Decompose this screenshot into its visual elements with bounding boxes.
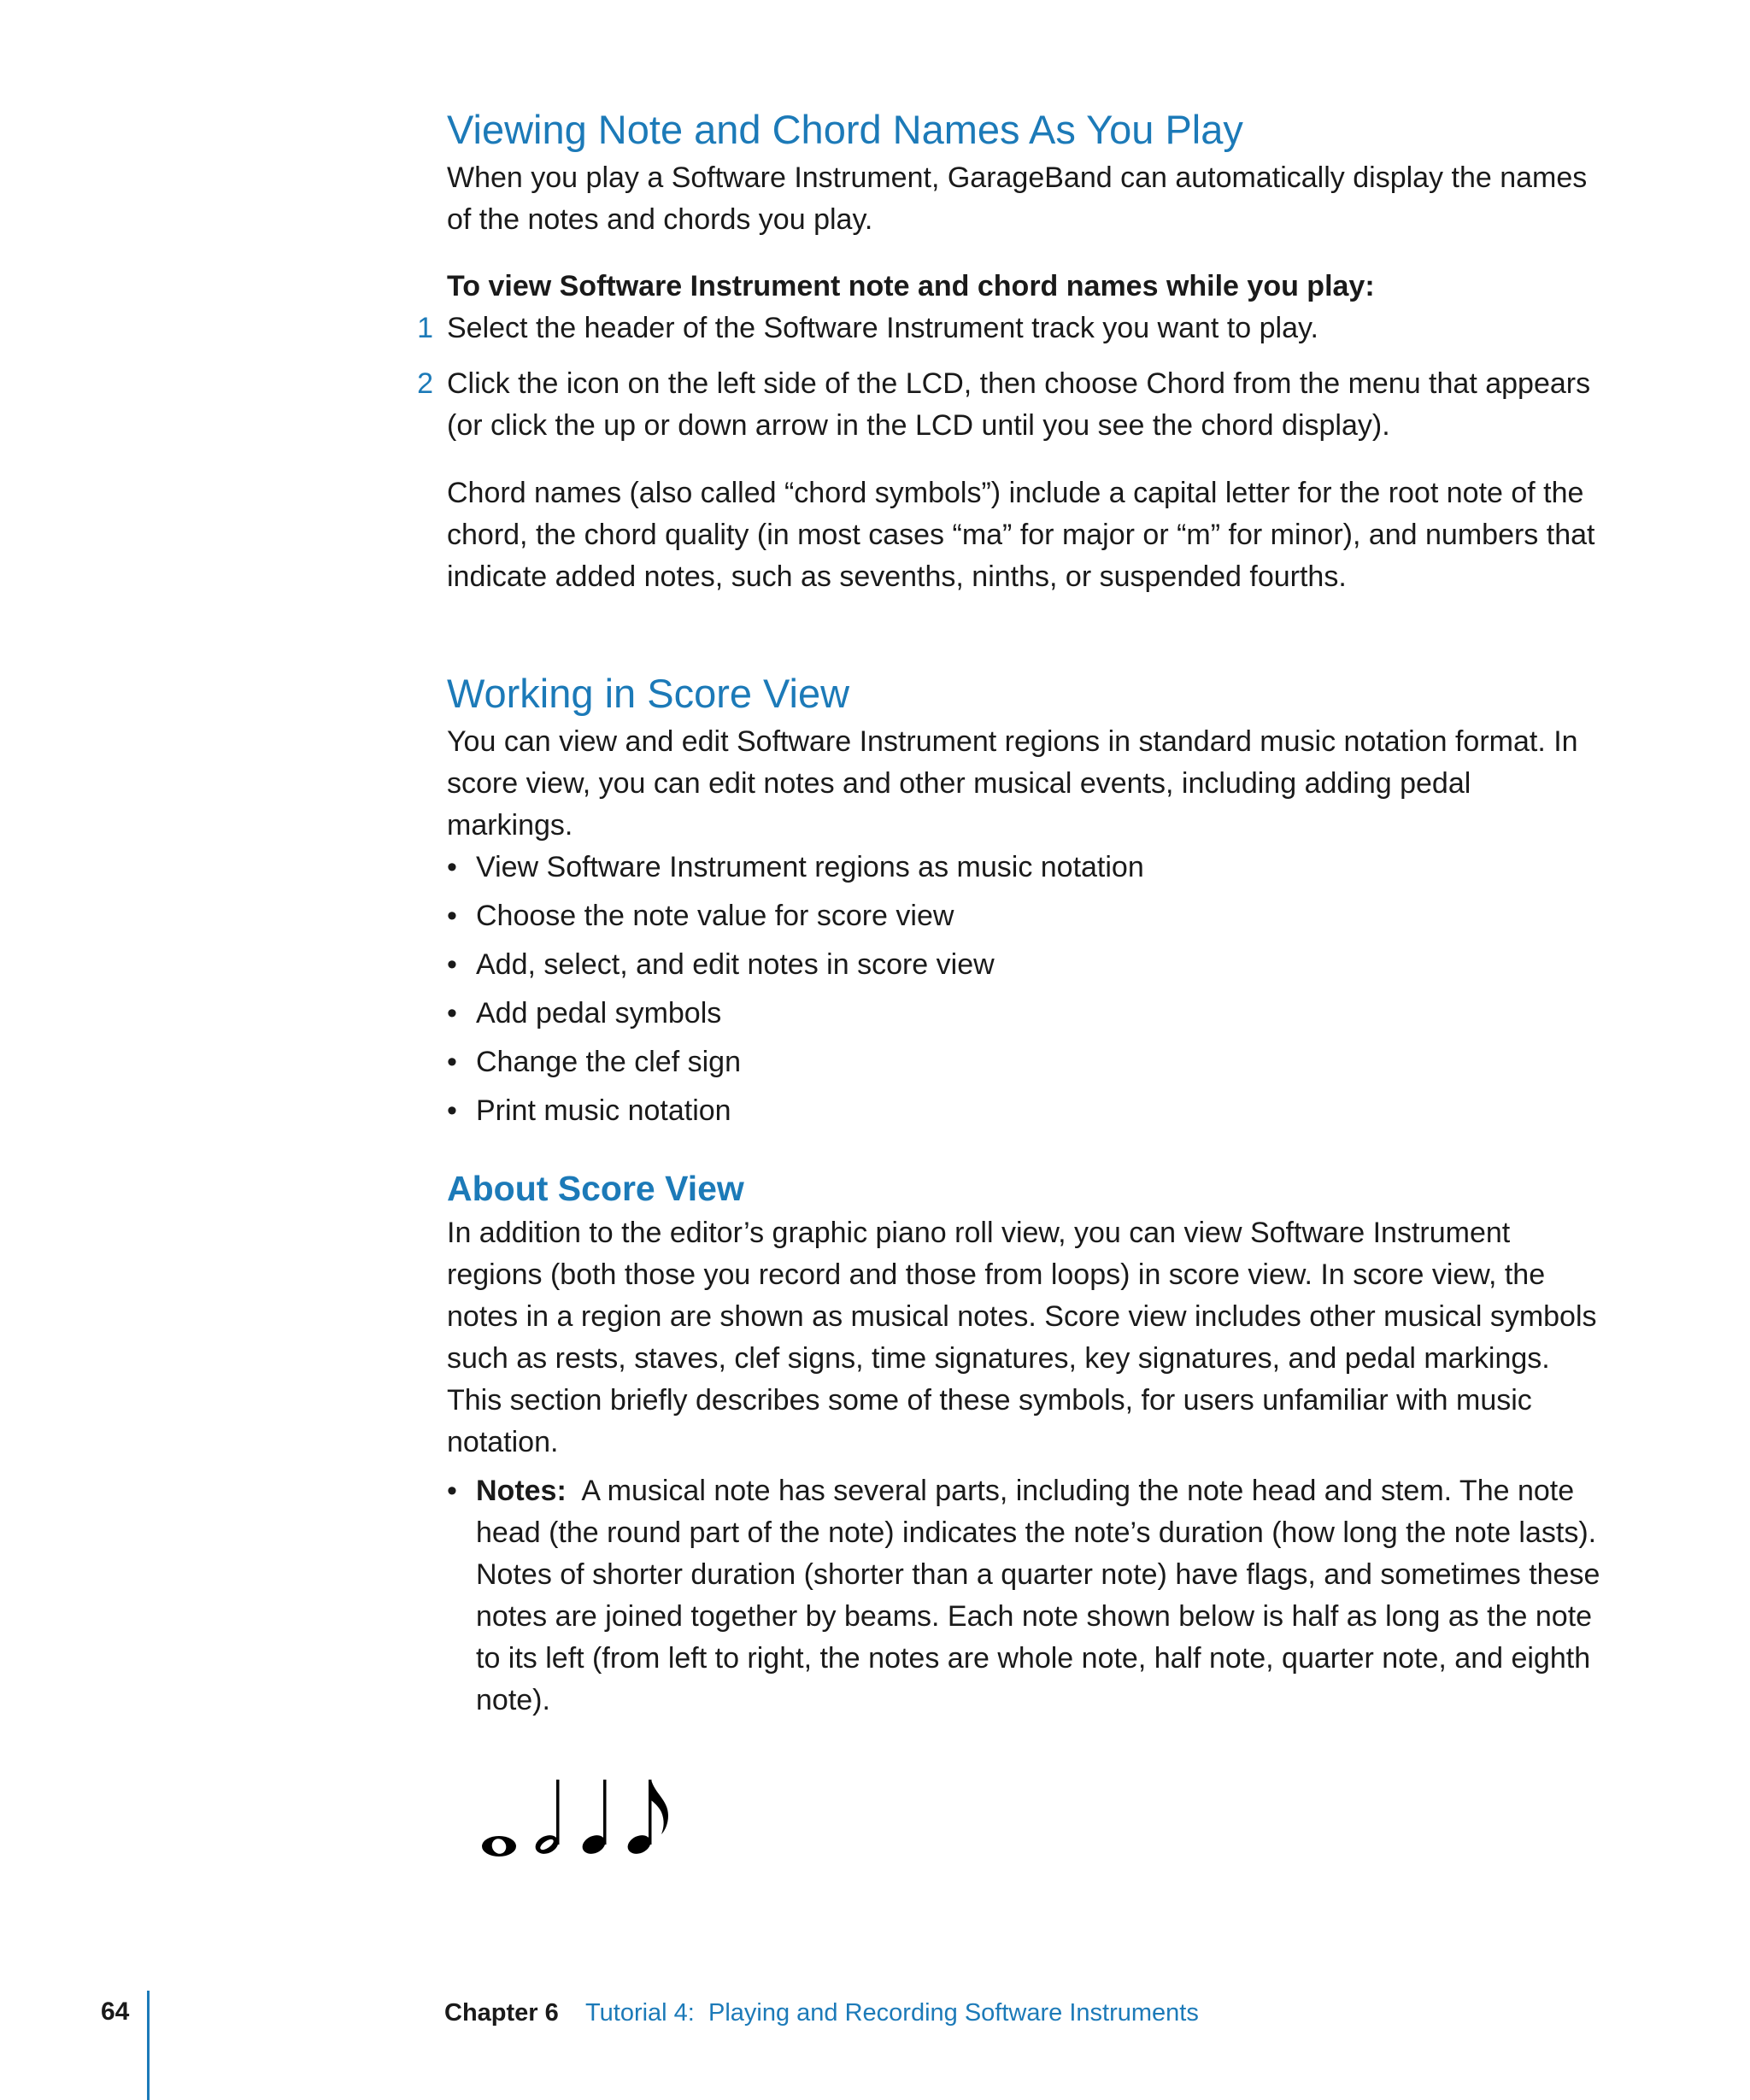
section-heading-working-in-score-view: Working in Score View xyxy=(447,671,850,716)
score-view-topics-list xyxy=(447,847,1600,1132)
list-item xyxy=(447,1041,1600,1083)
section-intro-paragraph: When you play a Software Instrument, GarageBand can automatically display the names of the notes and chords you play. xyxy=(447,161,1588,236)
page-content xyxy=(417,103,1600,1722)
eighth-note-icon xyxy=(625,1780,668,1857)
list-item xyxy=(447,993,1600,1035)
bullet-icon: • xyxy=(447,851,457,883)
chapter-label: Chapter 6 xyxy=(444,1999,559,2027)
chapter-title: Tutorial 4: Playing and Recording Software Instruments xyxy=(585,1999,1199,2027)
list-item-text: View Software Instrument regions as music notation xyxy=(476,851,1144,883)
notes-label: Notes: xyxy=(476,1475,567,1507)
half-note-icon xyxy=(532,1780,561,1857)
score-view-intro-paragraph: You can view and edit Software Instrument regions in standard music notation format. In score view, you can edit notes and other musical events, including adding pedal markings. xyxy=(447,725,1578,842)
page-footer xyxy=(0,1991,1750,2100)
chord-names-paragraph: Chord names (also called “chord symbols”) include a capital letter for the root note of the chord, the chord quality (in most cases “ma” for major or “m” for minor), and numbers that indicate added notes, such as sevenths, ninths, or suspended fourths. xyxy=(447,477,1595,593)
section-heading-viewing-note-chord-names: Viewing Note and Chord Names As You Play xyxy=(447,107,1243,152)
step-text: Select the header of the Software Instrument track you want to play. xyxy=(447,312,1318,344)
whole-note-icon xyxy=(482,1836,516,1857)
quarter-note-icon xyxy=(579,1780,608,1857)
bullet-icon: • xyxy=(447,948,457,981)
about-score-view-paragraph: In addition to the editor’s graphic piano roll view, you can view Software Instrument regions (both those you record and those from loops) in score view. In score view, the notes in a region are shown as musical notes. Score view includes other musical symbols such as rests, staves, clef signs, time signatures, key signatures, and pedal markings. This section briefly describes some of these symbols, for users unfamiliar with music notation. xyxy=(447,1217,1597,1458)
list-item xyxy=(447,1090,1600,1132)
list-item-text: Add pedal symbols xyxy=(476,997,722,1029)
step-item xyxy=(417,308,1600,349)
list-item xyxy=(447,895,1600,937)
bullet-icon: • xyxy=(447,1094,457,1127)
list-item xyxy=(447,847,1600,889)
subsection-heading-about-score-view: About Score View xyxy=(447,1169,744,1208)
notes-bullet-list xyxy=(447,1470,1600,1722)
list-item-text: Add, select, and edit notes in score view xyxy=(476,948,995,981)
list-item-text: Change the clef sign xyxy=(476,1046,741,1078)
step-number: 1 xyxy=(417,312,433,344)
bullet-icon: • xyxy=(447,1046,457,1078)
list-item-text: Print music notation xyxy=(476,1094,731,1127)
task-heading: To view Software Instrument note and chord names while you play: xyxy=(447,270,1375,302)
steps-list xyxy=(417,308,1600,447)
list-item xyxy=(447,944,1600,986)
bullet-icon: • xyxy=(447,1475,457,1507)
step-item xyxy=(417,363,1600,447)
step-text: Click the icon on the left side of the LCD, then choose Chord from the menu that appears (or click the up or down arrow in the LCD until you see the chord display). xyxy=(447,367,1591,442)
step-number: 2 xyxy=(417,367,433,400)
notes-description: A musical note has several parts, including the note head and stem. The note head (the round part of the note) indicates the note’s duration (how long the note lasts). Notes of shorter duration (shorter than a quarter note) have flags, and sometimes these notes are joined together by beams. Each note shown below is half as long as the note to its left (from left to right, the notes are whole note, half note, quarter note, and eighth note). xyxy=(476,1475,1600,1716)
bullet-icon: • xyxy=(447,900,457,932)
bullet-icon: • xyxy=(447,997,457,1029)
list-item-text: Choose the note value for score view xyxy=(476,900,954,932)
page-number: 64 xyxy=(101,1997,130,2026)
note-values-figure xyxy=(479,1773,701,1867)
footer-divider xyxy=(147,1991,150,2100)
list-item xyxy=(447,1470,1600,1722)
